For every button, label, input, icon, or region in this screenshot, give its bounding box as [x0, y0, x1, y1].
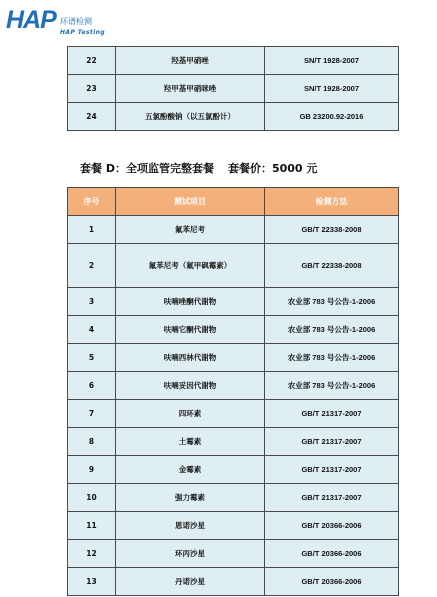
test-method: GB 23200.92-2016: [265, 103, 399, 131]
table-row: [68, 75, 399, 103]
top-table: [67, 46, 399, 131]
package-price: 套餐价：5000 元: [227, 162, 318, 175]
table-row: [68, 244, 399, 288]
table-row: [68, 316, 399, 344]
test-item: 土霉素: [116, 428, 265, 456]
test-item: 氟苯尼考: [116, 216, 265, 244]
test-item: 强力霉素: [116, 484, 265, 512]
test-method: 农业部 783 号公告-1-2006: [265, 372, 399, 400]
table-row: [68, 216, 399, 244]
row-number: 23: [68, 75, 116, 103]
package-title: 套餐 D：全项监管完整套餐: [80, 162, 214, 175]
table-row: [68, 288, 399, 316]
test-method: GB/T 21317-2007: [265, 456, 399, 484]
row-number: 1: [68, 216, 116, 244]
test-method: GB/T 21317-2007: [265, 400, 399, 428]
row-number: 12: [68, 540, 116, 568]
row-number: 2: [68, 244, 116, 288]
test-item: 金霉素: [116, 456, 265, 484]
test-item: 氟苯尼考（氟甲砜霉素）: [116, 244, 265, 288]
row-number: 5: [68, 344, 116, 372]
test-item: 五氯酚酸钠（以五氯酚计）: [116, 103, 265, 131]
table-row: [68, 540, 399, 568]
table-row: [68, 512, 399, 540]
test-item: 呋喃它酮代谢物: [116, 316, 265, 344]
test-item: 羟甲基甲硝咪唑: [116, 75, 265, 103]
test-method: 农业部 783 号公告-1-2006: [265, 344, 399, 372]
test-item: 呋喃妥因代谢物: [116, 372, 265, 400]
header-test-item: 测试项目: [116, 188, 265, 216]
table-header-row: [68, 188, 399, 216]
row-number: 13: [68, 568, 116, 596]
logo-mark: HAP: [6, 6, 56, 34]
test-item: 四环素: [116, 400, 265, 428]
row-number: 4: [68, 316, 116, 344]
row-number: 6: [68, 372, 116, 400]
logo-chinese-name: 环谱检测: [60, 17, 92, 26]
table-row: [68, 568, 399, 596]
test-method: 农业部 783 号公告-1-2006: [265, 316, 399, 344]
test-method: GB/T 22338-2008: [265, 216, 399, 244]
test-method: GB/T 20366-2006: [265, 512, 399, 540]
row-number: 8: [68, 428, 116, 456]
row-number: 9: [68, 456, 116, 484]
table-row: [68, 47, 399, 75]
table-row: [68, 456, 399, 484]
test-item: 羟基甲硝唑: [116, 47, 265, 75]
table-row: [68, 344, 399, 372]
header-method: 检测方法: [265, 188, 399, 216]
table-row: [68, 484, 399, 512]
row-number: 24: [68, 103, 116, 131]
table-row: [68, 428, 399, 456]
test-method: GB/T 21317-2007: [265, 428, 399, 456]
test-method: 农业部 783 号公告-1-2006: [265, 288, 399, 316]
test-method: GB/T 21317-2007: [265, 484, 399, 512]
test-method: GB/T 20366-2006: [265, 540, 399, 568]
table-row: [68, 372, 399, 400]
row-number: 10: [68, 484, 116, 512]
test-method: SN/T 1928-2007: [265, 47, 399, 75]
test-item: 恩诺沙星: [116, 512, 265, 540]
test-method: SN/T 1928-2007: [265, 75, 399, 103]
test-item: 环丙沙星: [116, 540, 265, 568]
row-number: 7: [68, 400, 116, 428]
row-number: 3: [68, 288, 116, 316]
table-row: [68, 103, 399, 131]
test-item: 丹诺沙星: [116, 568, 265, 596]
main-table: [67, 187, 399, 596]
company-logo: [6, 4, 126, 46]
row-number: 11: [68, 512, 116, 540]
test-method: GB/T 20366-2006: [265, 568, 399, 596]
table-row: [68, 400, 399, 428]
package-heading: [80, 160, 317, 176]
test-method: GB/T 22338-2008: [265, 244, 399, 288]
test-item: 呋喃唑酮代谢物: [116, 288, 265, 316]
header-number: 序号: [68, 188, 116, 216]
test-item: 呋喃西林代谢物: [116, 344, 265, 372]
logo-english-name: HAP Testing: [60, 29, 106, 36]
row-number: 22: [68, 47, 116, 75]
